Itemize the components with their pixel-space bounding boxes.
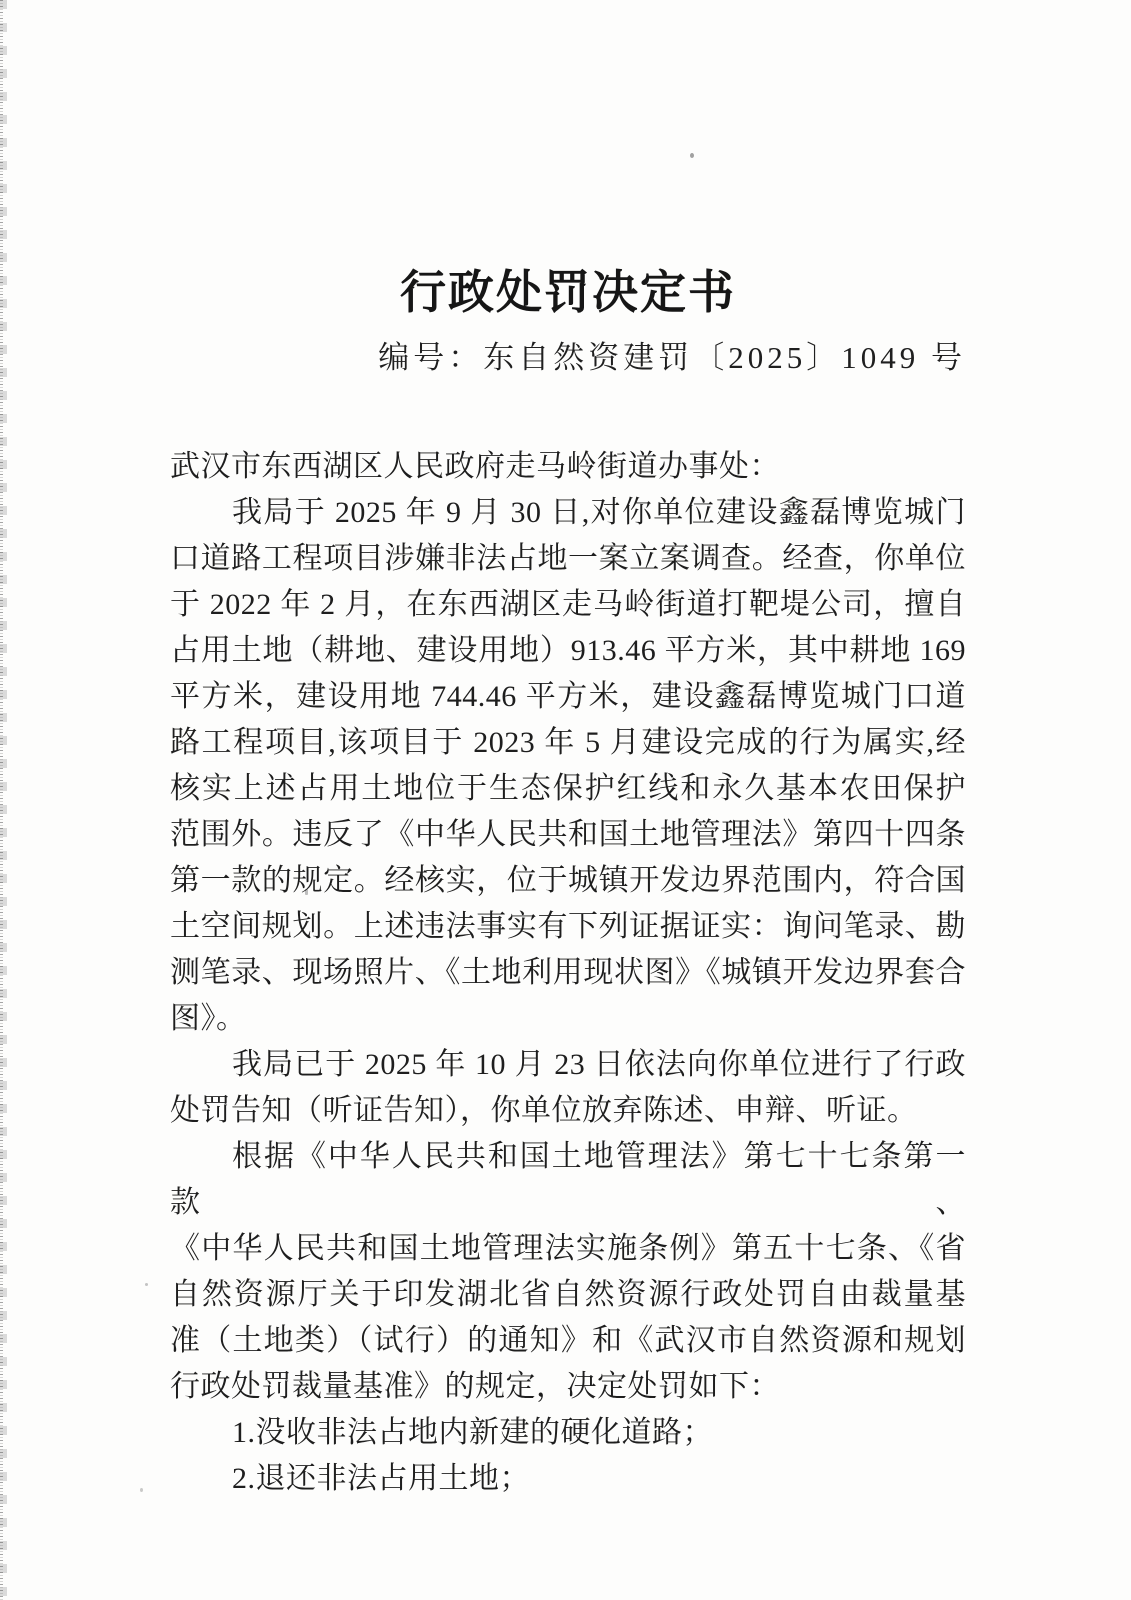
body-line: 我局已于 2025 年 10 月 23 日依法向你单位进行了行政 <box>232 1048 966 1081</box>
body-line: 行政处罚裁量基准》的规定，决定处罚如下： <box>170 1370 780 1403</box>
scan-edge-artifact <box>0 0 7 1600</box>
body-line: 《中华人民共和国土地管理法实施条例》第五十七条、《省 <box>170 1232 966 1265</box>
body-line: 范围外。违反了《中华人民共和国土地管理法》第四十四条 <box>170 818 966 851</box>
document-content <box>170 0 966 1502</box>
body-line: 土空间规划。上述违法事实有下列证据证实：询问笔录、勘 <box>170 910 966 943</box>
body-line: 武汉市东西湖区人民政府走马岭街道办事处： <box>170 450 780 483</box>
document-title: 行政处罚决定书 <box>400 267 736 318</box>
body-line: 测笔录、现场照片、《土地利用现状图》《城镇开发边界套合 <box>170 956 966 989</box>
body-line: 我局于 2025 年 9 月 30 日,对你单位建设鑫磊博览城门 <box>232 496 966 529</box>
body-line: 于 2022 年 2 月，在东西湖区走马岭街道打靶堤公司，擅自 <box>170 588 966 621</box>
body-line: 2.退还非法占用土地； <box>232 1462 530 1495</box>
document-body <box>170 444 966 1502</box>
body-line: 核实上述占用土地位于生态保护红线和永久基本农田保护 <box>170 772 966 805</box>
body-line: 自然资源厅关于印发湖北省自然资源行政处罚自由裁量基 <box>170 1278 966 1311</box>
body-line: 平方米，建设用地 744.46 平方米，建设鑫磊博览城门口道 <box>170 680 966 713</box>
body-line: 处罚告知（听证告知），你单位放弃陈述、申辩、听证。 <box>170 1094 918 1127</box>
body-line: 图》。 <box>170 1002 247 1035</box>
scan-speck <box>145 1283 148 1286</box>
scan-speck <box>140 1488 143 1492</box>
body-line: 准（土地类）（试行）的通知》和《武汉市自然资源和规划 <box>170 1324 966 1357</box>
body-line: 口道路工程项目涉嫌非法占地一案立案调查。经查，你单位 <box>170 542 966 575</box>
body-line: 占用土地（耕地、建设用地）913.46 平方米，其中耕地 169 <box>170 634 966 667</box>
body-line: 1.没收非法占地内新建的硬化道路； <box>232 1416 713 1449</box>
document-number: 编号：东自然资建罚〔2025〕1049 号 <box>378 340 966 375</box>
body-line: 路工程项目,该项目于 2023 年 5 月建设完成的行为属实,经 <box>170 726 966 759</box>
body-line: 根据《中华人民共和国土地管理法》第七十七条第一款、 <box>170 1140 966 1219</box>
body-line: 第一款的规定。经核实，位于城镇开发边界范围内，符合国 <box>170 864 966 897</box>
